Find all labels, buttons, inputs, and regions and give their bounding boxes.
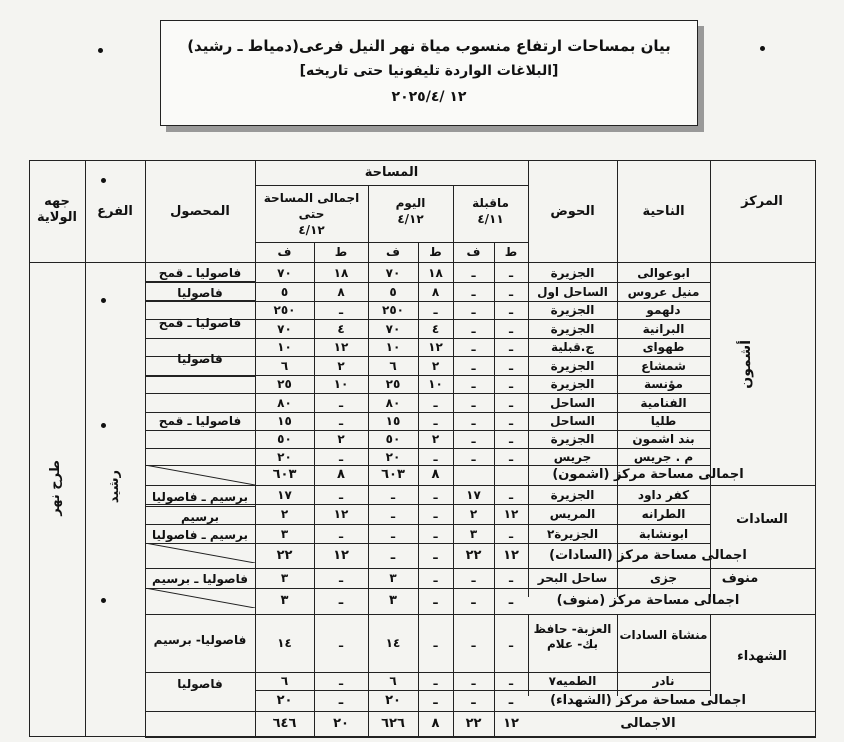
cell-value: ـ — [471, 321, 476, 336]
dot-mark — [101, 298, 106, 303]
dot-mark — [760, 46, 765, 51]
header-crop: المحصول — [170, 204, 230, 219]
basin-cell: الساحل — [550, 414, 595, 428]
basin-cell: جريس — [553, 450, 592, 464]
cell-value: ٦ — [389, 674, 397, 688]
cell-value: ٢٥ — [385, 377, 401, 391]
basin-cell: الطميه٧ — [548, 674, 597, 688]
cell-value: ـ — [508, 377, 514, 391]
dot-mark — [101, 423, 106, 428]
cell-value: ١٢ — [503, 716, 519, 731]
row-divider — [145, 568, 816, 569]
cell-value: ٣ — [280, 571, 289, 585]
cell-value: ـ — [338, 414, 344, 428]
cell-value: ـ — [508, 265, 514, 280]
cell-value: ٦٠٣ — [381, 467, 405, 482]
cell-value: ـ — [508, 450, 514, 464]
side-value: طرح نهر — [48, 460, 63, 516]
crop-cell: فاصوليا ـ قمح — [158, 414, 242, 428]
cell-value: ١٢ — [503, 547, 519, 563]
cell-value: ٢ — [469, 507, 478, 521]
cell-value: ٧٠ — [277, 265, 292, 280]
header-today: اليوم — [395, 196, 426, 210]
cell-value: ٥ — [389, 284, 397, 299]
row-divider — [145, 485, 816, 486]
cell-value: ـ — [471, 265, 476, 280]
cell-value: ٥٠ — [277, 432, 292, 446]
cell-value: ـ — [338, 303, 344, 317]
crop-cell: فاصوليا ـ قمح — [158, 266, 242, 280]
subheader-qirat: ط — [504, 245, 518, 259]
dot-mark — [101, 178, 106, 183]
title-box — [160, 20, 698, 126]
cell-value: ١٧ — [466, 487, 481, 502]
cell-value: ٢٠ — [385, 450, 401, 464]
center-ashmoun: أشمون — [738, 340, 754, 389]
basin-cell: الساحل — [550, 395, 595, 410]
cell-value: ٦ — [280, 358, 289, 373]
crop-cell: برسيم ـ فاصوليا — [152, 490, 248, 504]
basin-cell: ج.قبلية — [550, 340, 595, 354]
header-branch: الفرع — [97, 204, 133, 219]
row-divider — [145, 301, 710, 302]
subheader-feddan: ف — [277, 245, 292, 259]
cell-value: ٢ — [431, 432, 440, 446]
header-village: الناحية — [642, 204, 685, 219]
row-divider — [145, 504, 710, 505]
cell-value: ـ — [433, 395, 438, 410]
title-date: ١٢ /٢٠٢٥/٤ — [391, 89, 467, 105]
basin-cell: المريس — [549, 507, 596, 521]
cell-value: ـ — [338, 674, 344, 688]
cell-value: ٣ — [280, 593, 289, 608]
cell-value: ٦٤٦ — [272, 716, 297, 731]
center-menouf: منوف — [721, 571, 759, 586]
village-cell: شمشاع — [641, 358, 686, 373]
crop-cell: فاصوليا ـ قمح — [158, 316, 242, 330]
row-divider — [145, 282, 710, 283]
row-divider — [145, 614, 816, 615]
cell-value: ٣ — [389, 593, 397, 608]
cell-value: ـ — [471, 450, 476, 464]
cell-value: ١٠ — [333, 377, 349, 391]
cell-value: ـ — [433, 593, 438, 608]
crop-cell: فاصوليا ـ برسيم — [152, 572, 248, 586]
cell-value: ١٠ — [428, 377, 443, 391]
cell-value: ٨٠ — [277, 395, 292, 410]
cell-value: ٢٢ — [465, 547, 482, 563]
cell-value: ـ — [338, 450, 344, 464]
village-cell: ابونشابة — [638, 526, 689, 541]
header-prev: ماقبلة — [472, 196, 509, 210]
cell-value: ١٠ — [277, 340, 292, 354]
cell-value: ٧٠ — [385, 321, 401, 336]
cell-value: ٣ — [280, 526, 289, 541]
crop-cell: برسيم — [180, 510, 220, 524]
cell-value: ٥٠ — [385, 432, 401, 446]
cell-value: ـ — [508, 303, 514, 317]
basin-cell: الساحل اول — [537, 284, 608, 299]
cell-value: ـ — [338, 487, 344, 502]
village-cell: الطرانه — [641, 507, 686, 521]
cell-value: ٢٠ — [333, 716, 349, 731]
basin-cell: العزبة- حافظ بك- علام — [533, 622, 612, 651]
cell-value: ـ — [471, 692, 476, 708]
cell-value: ـ — [471, 414, 476, 428]
header-side: جهه — [44, 194, 70, 209]
cell-value: ٣ — [469, 526, 478, 541]
cell-value: ٤ — [337, 321, 345, 336]
cell-value: ـ — [471, 674, 476, 688]
header-area: المساحة — [364, 165, 419, 180]
village-cell: منشاة السادات — [619, 628, 708, 642]
cell-value: ١٢ — [333, 547, 349, 563]
cell-value: ٦ — [389, 358, 397, 373]
village-cell: م . جريس — [633, 450, 694, 464]
cell-value: ١٢ — [428, 340, 443, 354]
cell-value: ٢٢ — [276, 547, 293, 563]
row-divider — [145, 412, 710, 413]
cell-value: ٢٠ — [385, 692, 401, 708]
cell-value: ١٢ — [503, 507, 519, 521]
cell-value: ـ — [508, 692, 514, 708]
row-divider — [145, 448, 710, 449]
cell-value: ـ — [433, 414, 438, 428]
cell-value: ـ — [471, 432, 476, 446]
crop-cell: فاصوليا- برسيم — [153, 633, 247, 647]
cell-value: ٣ — [389, 571, 397, 585]
cell-value: ١٨ — [428, 265, 443, 280]
cell-value: ١٢ — [333, 340, 349, 354]
cell-value: ٢٠ — [276, 692, 293, 708]
title-line-2: [البلاغات الواردة تليفونيا حتى تاريخه] — [299, 63, 559, 79]
cell-value: ٢٥٠ — [273, 303, 296, 317]
cell-value: ـ — [471, 593, 476, 608]
cell-value: ١٨ — [333, 265, 349, 280]
cell-value: ـ — [390, 547, 396, 563]
village-cell: بند اشمون — [632, 432, 695, 446]
basin-cell: الجزيرة — [550, 377, 595, 391]
subheader-feddan: ف — [386, 245, 400, 259]
cell-value: ٧٠ — [385, 265, 401, 280]
village-cell: نادر — [652, 674, 675, 688]
cell-value: ـ — [508, 526, 514, 541]
cell-value: ـ — [338, 571, 344, 585]
header-center: المركز — [741, 194, 783, 209]
basin-cell: ساحل البحر — [537, 571, 608, 585]
subheader-qirat: ط — [334, 245, 348, 259]
slash-mark — [145, 588, 255, 608]
header-prev-date: ٤/١١ — [477, 212, 504, 226]
dot-mark — [101, 598, 106, 603]
basin-cell: الجزيرة — [550, 358, 595, 373]
cell-value: ٦٢٦ — [381, 716, 405, 731]
total-label: الاجمالى — [620, 716, 676, 731]
cell-value: ـ — [508, 395, 514, 410]
center-shohada: الشهداء — [737, 649, 787, 664]
row-divider — [145, 737, 816, 738]
cell-value: ـ — [433, 571, 438, 585]
subheader-feddan: ف — [466, 245, 481, 259]
village-cell: جزى — [649, 571, 678, 585]
cell-value: ٢ — [431, 358, 440, 373]
subheader-qirat: ط — [429, 245, 442, 259]
cell-value: ـ — [433, 547, 438, 563]
cell-value: ـ — [433, 303, 438, 317]
cell-value: ـ — [433, 674, 438, 688]
slash-mark — [145, 543, 255, 563]
cell-value: ـ — [390, 507, 396, 521]
cell-value: ـ — [508, 358, 514, 373]
cell-value: ٨ — [337, 284, 345, 299]
header-basin: الحوض — [550, 204, 595, 219]
cell-value: ٢٥٠ — [382, 303, 404, 317]
cell-value: ـ — [433, 487, 438, 502]
cell-value: ٨٠ — [385, 395, 401, 410]
center-sadat: السادات — [736, 512, 788, 527]
cell-value: ٢٥ — [277, 377, 292, 391]
basin-cell: الجزيرة٢ — [546, 526, 599, 541]
cell-value: ٨ — [337, 467, 345, 482]
cell-value: ٦ — [280, 674, 289, 688]
cell-value: ١٥ — [277, 414, 292, 428]
village-cell: الفنامية — [640, 395, 687, 410]
row-divider — [255, 672, 710, 673]
cell-value: ـ — [433, 692, 438, 708]
cell-value: ـ — [471, 358, 476, 373]
cell-value: ٢ — [337, 432, 345, 446]
cell-value: ـ — [508, 284, 514, 299]
cell-value: ـ — [433, 526, 438, 541]
cell-value: ـ — [338, 593, 344, 608]
row-divider — [145, 393, 710, 394]
cell-value: ١٤ — [385, 636, 401, 650]
branch-value: رشيد — [107, 470, 122, 504]
cell-value: ـ — [471, 284, 476, 299]
cell-value: ـ — [338, 395, 344, 410]
cell-value: ـ — [508, 593, 514, 608]
village-cell: طليا — [650, 414, 677, 428]
crop-cell: فاصوليا — [177, 286, 223, 300]
cell-value: ٨ — [431, 716, 440, 731]
cell-value: ٨ — [431, 467, 440, 482]
cell-value: ٧٠ — [277, 321, 292, 336]
header-today-date: ٤/١٢ — [397, 212, 424, 226]
total-label: اجمالى مساحة مركز (السادات) — [549, 547, 747, 563]
cell-value: ١٢ — [333, 507, 349, 521]
row-divider — [145, 430, 710, 431]
cell-value: ٦٠٣ — [272, 467, 297, 482]
cell-value: ـ — [508, 636, 514, 650]
cell-value: ـ — [471, 377, 476, 391]
total-label: اجمالى مساحة مركز (الشهداء) — [550, 692, 746, 708]
cell-value: ـ — [390, 526, 396, 541]
cell-value: ـ — [508, 414, 514, 428]
crop-cell: فاصوليا — [177, 677, 223, 691]
header-total-until: حتى — [298, 207, 325, 221]
cell-value: ـ — [471, 636, 476, 650]
village-cell: كفر داود — [637, 487, 690, 502]
cell-value: ٢٢ — [465, 716, 482, 731]
cell-value: ـ — [433, 450, 438, 464]
cell-value: ـ — [508, 340, 514, 354]
cell-value: ١٧ — [277, 487, 292, 502]
cell-value: ـ — [338, 636, 344, 650]
total-label: اجمالى مساحة مركز (منوف) — [556, 593, 740, 608]
cell-value: ـ — [471, 340, 476, 354]
village-cell: ابوعوالى — [637, 265, 690, 280]
cell-value: ٢ — [280, 507, 289, 521]
header-side-2: الولاية — [37, 210, 77, 225]
row-divider — [255, 690, 710, 691]
cell-value: ١٥ — [385, 414, 401, 428]
basin-cell: الجزيرة — [550, 432, 595, 446]
basin-cell: الجزيرة — [550, 487, 595, 502]
cell-value: ـ — [508, 571, 514, 585]
cell-value: ـ — [508, 321, 514, 336]
cell-value: ٢ — [337, 358, 345, 373]
basin-cell: الجزيرة — [550, 303, 595, 317]
cell-value: ٨ — [431, 284, 440, 299]
village-cell: طهواى — [642, 340, 685, 354]
cell-value: ٥ — [280, 284, 289, 299]
cell-value: ـ — [338, 526, 344, 541]
crop-cell: فاصوليا — [177, 352, 223, 366]
cell-value: ـ — [471, 303, 476, 317]
cell-value: ـ — [471, 395, 476, 410]
title-line-1: بيان بمساحات ارتفاع منسوب مياة نهر النيل فرعى(دمياط ـ رشيد) — [187, 37, 671, 55]
cell-value: ١٤ — [277, 636, 292, 650]
cell-value: ـ — [508, 487, 514, 502]
village-cell: دلهمو — [646, 303, 681, 317]
village-cell: منيل عروس — [627, 284, 700, 299]
dot-mark — [98, 48, 103, 53]
basin-cell: الجزيرة — [550, 321, 595, 336]
slash-mark — [145, 465, 255, 485]
header-total: اجمالى المساحة — [263, 191, 360, 205]
cell-value: ٢٠ — [277, 450, 292, 464]
crop-cell: برسيم ـ فاصوليا — [152, 528, 248, 542]
total-label: اجمالى مساحة مركز (اشمون) — [552, 467, 744, 482]
header-total-date: ٤/١٢ — [298, 223, 325, 237]
cell-value: ـ — [433, 636, 438, 650]
cell-value: ـ — [338, 692, 344, 708]
cell-value: ـ — [471, 571, 476, 585]
cell-value: ـ — [508, 674, 514, 688]
row-divider — [145, 711, 816, 712]
cell-value: ـ — [508, 432, 514, 446]
basin-cell: الجزيرة — [550, 265, 595, 280]
cell-value: ـ — [433, 507, 438, 521]
village-cell: مؤنسة — [644, 377, 683, 391]
cell-value: ١٠ — [385, 340, 401, 354]
cell-value: ٤ — [431, 321, 440, 336]
cell-value: ـ — [390, 487, 396, 502]
village-cell: البرانية — [642, 321, 685, 336]
